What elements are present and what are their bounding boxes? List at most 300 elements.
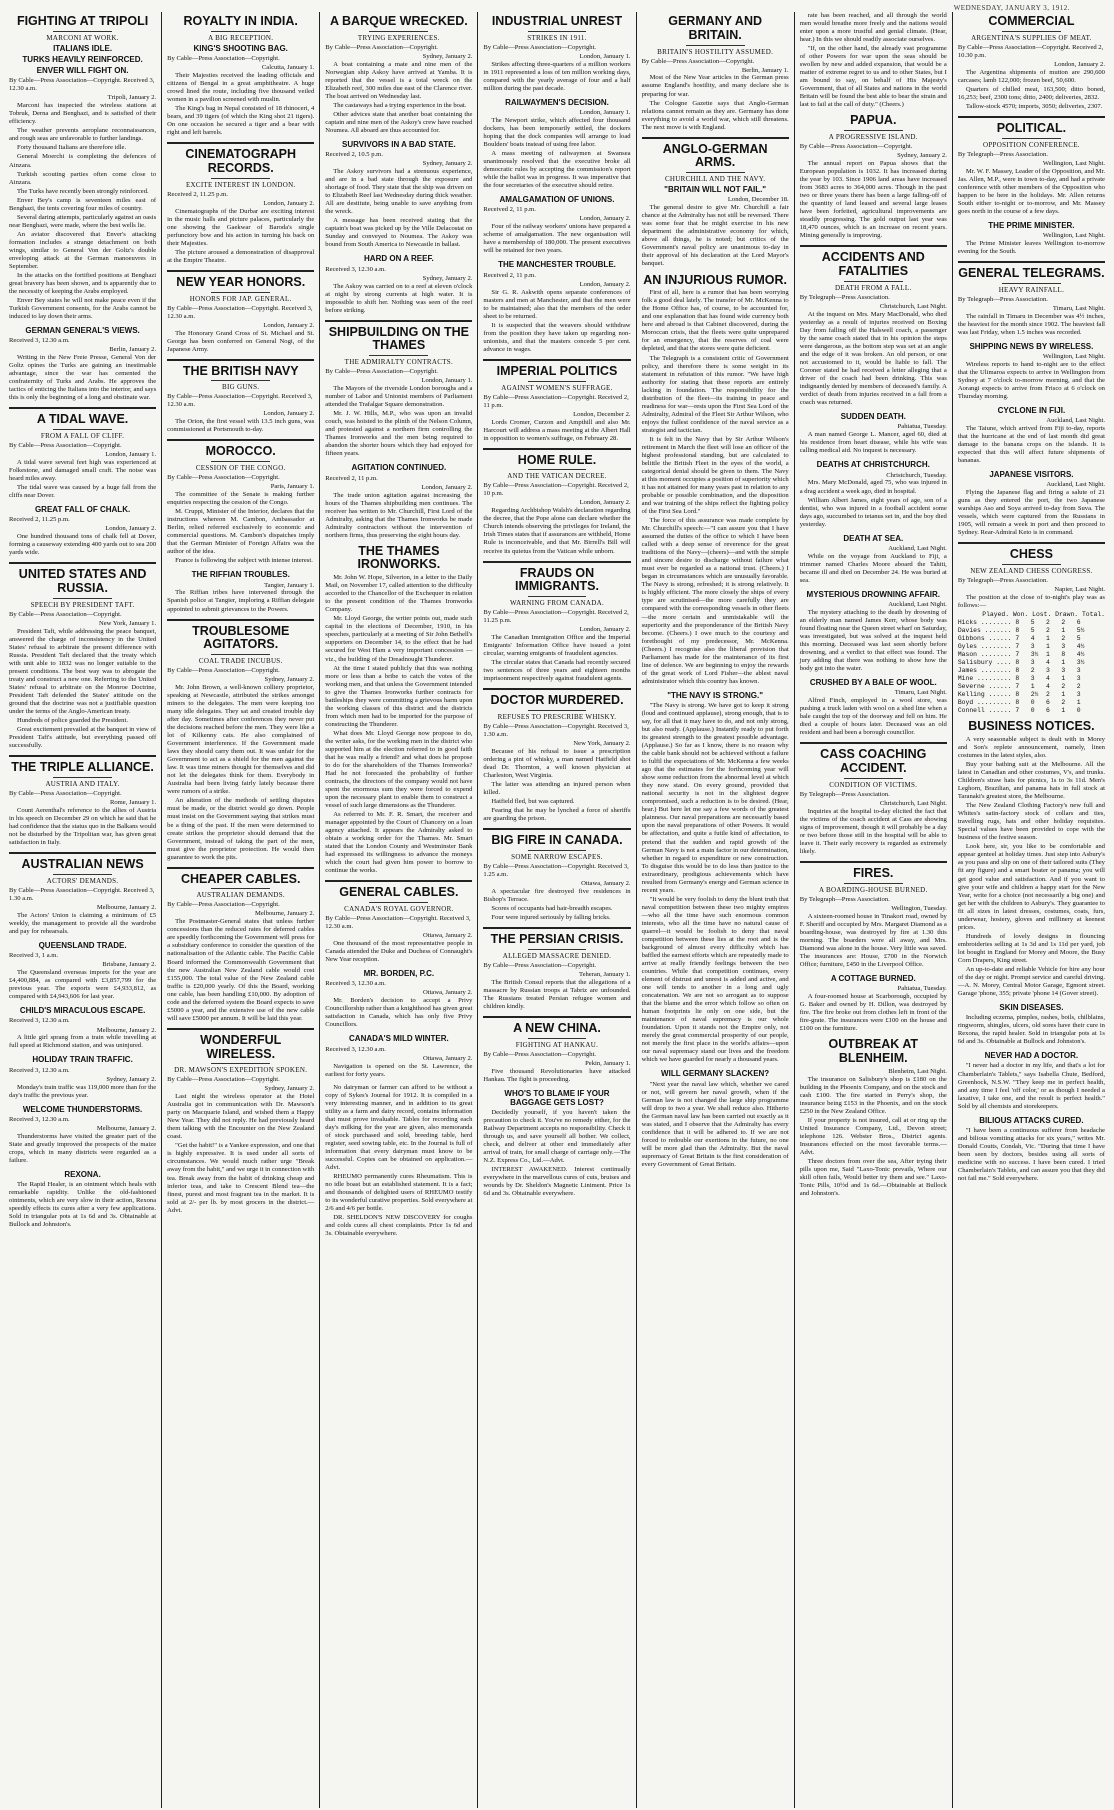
paragraph: "I never had a doctor in my life, and that's a lot for Chamberlain's Tablets," says Isabella Chute, Bedford, Greenhock, N.S.W. "They keep me in perfect health, and any time I feel 'off color,' or as though I needed a laxative, I take one, and the result is perfect health." Sold by all chemists and storekeepers. xyxy=(957,1062,1105,1110)
section-separator xyxy=(483,1016,630,1018)
article xyxy=(958,1003,1105,1046)
divider xyxy=(211,292,270,293)
table-row: Gyles ........ 7 3 1 3 4½ xyxy=(957,643,1085,651)
paragraph: A message has been received stating that the captain's boat was picked up by the Ville Delacostat on Sunday and conveyed to Noumea. The Askoy was bound from South America to Newcastle in ballast. xyxy=(325,217,473,249)
paragraph: No dairyman or farmer can afford to be without a copy of Sykes's Journal for 1912. It is compiled in a very interesting manner, and in addition to its great utility as a farm and dairy record, contains information that must prove invaluable. Tables for recording each day's milking for the year are given, also memoranda of stock purchased and sold, breeding table, herd register, seed sowing table, etc. In the Journal is full of information that every dairyman must know to be successful. Copies can be obtained on application.—Advt. xyxy=(325,1083,473,1171)
headline: ROYALTY IN INDIA. xyxy=(183,14,298,28)
divider xyxy=(369,355,428,356)
paragraph: Turkish scouting parties often come close to Ainzara. xyxy=(9,170,157,186)
paragraph: The general desire to give Mr. Churchill a fair chance at the Admiralty has not still be reversed. There was some fear that he might exercise in his new department the administrative economy for which, above all things, he is noted; but critics of the Government's naval policy are unanimous to-day in their approval of his declaration at the Lord Mayor's banquet. xyxy=(641,204,789,268)
article-body xyxy=(483,117,630,190)
subheadline: CONDITION OF VICTIMS. xyxy=(829,780,918,789)
article-body xyxy=(483,888,630,922)
paragraph: The Mayors of the riverside London boroughs and a number of Labor and Unionist members of Parliament attended the Trafalgar Square demonstration. xyxy=(325,385,473,409)
headline: GERMAN GENERAL'S VIEWS. xyxy=(25,326,140,336)
paragraph: The Canadian Immigration Office and the Imperial Emigrants' Information Office have issued a joint circular, warning emigrants of fraudulent agencies. xyxy=(483,634,631,658)
headline: SURVIVORS IN A BAD STATE. xyxy=(342,139,456,149)
byline: By Cable—Press Association—Copyright. xyxy=(9,442,122,450)
paragraph: It is felt in the Navy that by Sir Arthur Wilson's retirement in March the fleet will lose an officer of the highest professional standing, but are calculated to belittle the British Fleet in the eyes of the world, a categorical denial should be given to them. The Navy at this moment occupies a position of superiority which it has not attained for many years past in relation to any probable or possible combination, and the disposition and war training of the ships reflect the fighting policy of the First Sea Lord." xyxy=(641,435,789,516)
article-body xyxy=(325,61,472,135)
headline: CRUSHED BY A BALE OF WOOL. xyxy=(809,678,937,688)
article xyxy=(800,114,947,240)
paragraph: The Telegraph is a consistent critic of Government policy, and therefore there is some weight in its statement in refutation of this rumor. "We have high authority for stating that these reports are entirely lacking in foundation. The responsibility for the distribution of the fleet—its training in peace and readiness for war—rests upon the First Sea Lord of the Admiralty, Admiral of the Fleet Sir Arthur Wilson, who enjoys the fullest confidence of the naval service as a strategist and tactician. xyxy=(641,354,789,434)
article xyxy=(9,326,156,402)
paragraph: Lords Cromer, Curzon and Ampthill and also Mr. Harcourt will address a mass meeting at the Albert Hall in opposition to women's suffrage, on February 28. xyxy=(483,418,631,442)
article-body xyxy=(325,997,472,1029)
headline: A BARQUE WRECKED. xyxy=(329,14,468,28)
paragraph: Because of his refusal to issue a prescription ordering a pint of whisky, a man named Hatfield shot dead Dr. Thornton, a well known physician at Charleston, West Virginia. xyxy=(483,747,631,779)
dateline: London, January 2. xyxy=(579,626,631,634)
dateline: Ottawa, January 2. xyxy=(422,1054,473,1062)
byline: By Telegraph—Press Association. xyxy=(799,895,890,903)
article-body xyxy=(325,283,472,315)
subheadline: FROM A FALL OF CLIFF. xyxy=(40,432,125,441)
table-row: Connell ...... 7 0 6 1 0 xyxy=(957,707,1081,715)
article xyxy=(642,691,789,1065)
subheadline: "BRITAIN WILL NOT FAIL." xyxy=(664,185,767,195)
article-body xyxy=(800,12,947,109)
article-body xyxy=(483,748,630,823)
subheadline: A BOARDING-HOUSE BURNED. xyxy=(819,885,928,894)
article-body xyxy=(325,1063,472,1079)
headline: WONDERFUL WIRELESS. xyxy=(200,1032,282,1061)
byline: By Cable—Press Association—Copyright. Received 3, 1.30 a.m. xyxy=(9,886,155,902)
paragraph: Great excitement prevailed at the banquet in view of President Taft's attitude, but everything passed off successfully. xyxy=(9,726,157,750)
subheadline: ENVER WILL FIGHT ON. xyxy=(36,66,129,76)
byline: By Cable—Press Association—Copyright. xyxy=(9,610,122,618)
paragraph: At the inquest on Mrs. Mary MacDonald, who died yesterday as a result of injuries received on Boxing Day from falling off the Halswell coach, a passenger by the same coach stated that in his opinion the steps were dangerous, as the bottom step was set at an angle and the edge of it was broken. An old person, or one not accustomed to it, would be liable to fall. The Coroner stated he had received a letter alleging that a driver of the coach had been drinking. This was indignantly denied by members of deceased's family. A verdict of death from injuries received in a fall from a coach was returned. xyxy=(799,310,947,407)
dateline: Christchurch, Last Night. xyxy=(879,302,947,310)
subheadline: REFUSES TO PRESCRIBE WHISKY. xyxy=(497,712,617,721)
article xyxy=(483,454,630,556)
section-separator xyxy=(958,116,1105,118)
divider xyxy=(528,710,587,711)
article-body xyxy=(325,385,472,458)
article xyxy=(800,460,947,528)
headline: CYCLONE IN FIJI. xyxy=(997,405,1066,415)
column xyxy=(4,12,162,1808)
article-body xyxy=(800,697,947,737)
headline: SUDDEN DEATH. xyxy=(840,412,906,422)
paragraph: Navigation is opened on the St. Lawrence, the earliest for forty years. xyxy=(325,1062,473,1078)
paragraph: Most of the New Year articles in the German press assume England's hostility, and many declare she is preparing for war. xyxy=(641,74,789,98)
dateline: Melbourne, January 2. xyxy=(96,904,157,912)
paragraph: One hundred thousand tons of chalk fell at Dover, forming a causeway extending 400 yards out to sea 200 yards wide. xyxy=(9,533,157,557)
article xyxy=(800,867,947,969)
article-body xyxy=(800,431,947,455)
paragraph: Hatfield fled, but was captured. xyxy=(491,798,575,806)
paragraph: rate has been reached, and all through the world men would breathe more freely and the nations would enter upon a more trustful and genial climate. (Hear, hear.) In this we should readily associate ourselves. xyxy=(799,12,947,44)
table-row: Gibbons ...... 7 4 1 2 5 xyxy=(957,635,1081,643)
paragraph: Last night the wireless operator at the Hotel Australia got in communication with Dr. Mawson's party on Macquarie Island, and wished them a Happy New Year. They did not reply. He had previously heard them talking with the Encounter on the New Zealand coast. xyxy=(167,1093,315,1141)
headline: FRAUDS ON IMMIGRANTS. xyxy=(514,565,599,594)
byline: By Cable—Press Association—Copyright. Received 3, 12.30 a.m. xyxy=(167,393,313,409)
byline: By Cable—Press Association—Copyright. Received 2, 10 p.m. xyxy=(483,482,629,498)
article xyxy=(167,570,314,613)
headline: BUSINESS NOTICES. xyxy=(968,719,1095,734)
article xyxy=(958,15,1105,111)
byline: By Telegraph—Press Association. xyxy=(957,150,1048,158)
divider xyxy=(53,777,112,778)
paragraph: A sixteen-roomed house in Tinakori road, owned by F. Sheriff and occupied by Mrs. Margaret Diamond as a boarding-house, was destroyed by fire at 1.30 this morning. The boarders were all away, and Mrs. Diamond was alone in the house. Very little was saved. The insurances are: House, £700 in the Norwich Office; furniture, £450 in the Liverpool Office. xyxy=(799,912,947,968)
byline: By Cable—Press Association—Copyright. Received 3, 1.25 a.m. xyxy=(483,862,629,878)
section-separator xyxy=(800,742,947,744)
headline: GERMANY AND BRITAIN. xyxy=(668,14,763,42)
paragraph: Strikes affecting three-quarters of a million workers in 1911 represented a loss of ten million working days, compared with the yearly average of four and a half million during the past decade. xyxy=(483,60,631,92)
subheadline: FIGHTING AT HANKAU. xyxy=(515,1040,599,1049)
dateline: Brisbane, January 2. xyxy=(102,961,157,969)
byline: By Cable—Press Association—Copyright. xyxy=(167,667,280,675)
section-separator xyxy=(483,927,630,929)
headline: AGITATION CONTINUED. xyxy=(351,463,447,473)
byline: By Cable—Press Association—Copyright. Received 3, 12.30 a.m. xyxy=(167,304,313,320)
section-separator xyxy=(167,619,314,621)
headline: POLITICAL. xyxy=(996,120,1067,135)
article xyxy=(958,720,1105,998)
divider xyxy=(528,469,587,470)
article-body xyxy=(325,574,472,875)
section-separator xyxy=(325,880,472,882)
section-separator xyxy=(167,1028,314,1030)
article-body xyxy=(483,289,630,354)
article-body xyxy=(958,168,1105,216)
subheadline: AUSTRIA AND ITALY. xyxy=(45,780,120,789)
paragraph: The rainfall in Timaru in December was 4½ inches, the heaviest for the month since 1902. The heaviest fall was last Friday, when 1.5 inches was recorded. xyxy=(957,312,1105,336)
paragraph: The Actors' Union is claiming a minimum of £5 weekly, the management to provide all the wardrobe and pay for rehearsals. xyxy=(9,911,157,935)
dateline: Berlin, January 1. xyxy=(741,66,789,74)
paragraph: Fearing that he may be lynched a force of sheriffs are guarding the prison. xyxy=(483,807,631,823)
article-body xyxy=(167,418,314,434)
article-body xyxy=(9,459,156,500)
article xyxy=(9,1006,156,1050)
dateline: Pekin, January 1. xyxy=(585,1059,631,1067)
section-separator xyxy=(642,137,789,139)
byline: By Cable—Press Association—Copyright. Received 2, 11.25 p.m. xyxy=(483,609,629,625)
paragraph: The Argentina shipments of mutton are 290,600 carcases; lamb 122,000; frozen beef, 50,600. xyxy=(957,68,1105,84)
paragraph: Mr. Borden's decision to accept a Privy Councillorship rather than a knighthood has given great satisfaction in Canada, which has only five Privy Councillors. xyxy=(325,997,473,1029)
section-separator xyxy=(483,688,630,690)
article-body xyxy=(167,918,314,1022)
headline: BIG FIRE IN CANADA. xyxy=(491,833,623,848)
article xyxy=(483,15,630,93)
byline: Received 2, 10.5 p.m. xyxy=(325,151,383,159)
column xyxy=(953,12,1110,1808)
dateline: London, January 2. xyxy=(579,215,631,223)
byline: Received 3, 12.30 a.m. xyxy=(325,265,386,273)
dateline: Tripoli, January 2. xyxy=(107,94,157,102)
article xyxy=(325,326,472,459)
byline: Received 2, 11 p.m. xyxy=(325,474,378,482)
headline: JAPANESE VISITORS. xyxy=(989,470,1074,480)
paragraph: An aviator discovered that Enver's attacking formation includes a strange detachment on both wings, similar to General Von der Goltz's double enveloping attack at the German manoeuvres in September. xyxy=(9,230,157,270)
byline: By Cable—Press Association—Copyright. Received 2, 10.30 p.m. xyxy=(957,43,1104,59)
dateline: Auckland, Last Night. xyxy=(1046,481,1105,489)
dateline: Tangier, January 1. xyxy=(264,581,315,589)
paragraph: The castaways had a trying experience in the boat. xyxy=(333,101,467,109)
section-separator xyxy=(167,439,314,441)
dateline: Rome, January 1. xyxy=(109,799,157,807)
paragraph: In the attacks on the fortified positions at Benghazi great bravery has been shown, and is apparently due to the necessity of keeping the Arabs employed. xyxy=(9,271,157,295)
dateline: London, January 1. xyxy=(579,109,631,116)
dateline: Auckland, Last Night. xyxy=(888,544,947,552)
subheadline: EXCITE INTEREST IN LONDON. xyxy=(185,180,296,189)
byline: Received 2, 11.25 p.m. xyxy=(9,516,70,524)
dateline: Pahiatua, Tuesday. xyxy=(897,423,947,431)
article xyxy=(325,15,472,135)
article-body xyxy=(958,361,1105,401)
paragraph: If your property is not insured, call at or ring up the United Insurance Company, Ltd., Devon street; telephone 126. Webster Bros., District agents. Insurances effected on the most favorable terms.—Advt. xyxy=(799,1116,947,1156)
headline: A COTTAGE BURNED. xyxy=(830,974,916,983)
headline: FIRES. xyxy=(853,866,894,881)
article xyxy=(9,568,156,750)
paragraph: Quarters of chilled meat, 163,500; ditto boned, 16,253; beef, 2300 tons; ditto, 2400; deliveries, 2832. xyxy=(957,85,1105,101)
article-body xyxy=(167,72,314,137)
subheadline: DR. MAWSON'S EXPEDITION SPOKEN. xyxy=(174,1066,308,1075)
paragraph: Scores of occupants had hair-breadth escapes. xyxy=(491,904,613,912)
article-body xyxy=(483,979,630,1011)
subheadline: WARNING FROM CANADA. xyxy=(509,599,605,608)
headline: SHIPPING NEWS BY WIRELESS. xyxy=(969,341,1094,351)
paragraph: Forty thousand Italians are therefore idle. xyxy=(17,144,127,152)
article-body xyxy=(167,208,314,265)
divider xyxy=(211,888,270,889)
byline: Received 3, 12.30 a.m. xyxy=(325,980,386,988)
dateline: Auckland, Last Night. xyxy=(1046,417,1105,425)
section-separator xyxy=(325,320,472,322)
paragraph: A mass meeting of railwaymen at Swansea unanimously resolved that the executive broke all democratic rules by accepting the commission's report while the ballot was in progress. It was imperative that the four secretaries of the executive should retire. xyxy=(483,150,631,190)
divider xyxy=(844,883,903,884)
dateline: London, January 2. xyxy=(263,321,315,329)
headline: A NEW CHINA. xyxy=(513,1020,601,1035)
section-separator xyxy=(483,448,630,450)
headline: MYSTERIOUS DROWNING AFFAIR. xyxy=(806,589,941,599)
dateline: London, January 1. xyxy=(421,377,473,385)
dateline: Auckland, Last Night. xyxy=(888,601,947,609)
subheadline: AGAINST WOMEN'S SUFFRAGE. xyxy=(501,383,613,392)
divider xyxy=(686,45,745,46)
article xyxy=(958,342,1105,401)
subheadline: KING'S SHOOTING BAG. xyxy=(193,43,288,53)
paragraph: Other advices state that another boat containing the captain and nine men of the Askoy's crew have reached Noumea. All aboard are thus accounted for. xyxy=(325,110,473,134)
paragraph: William Albert James, eight years of age, son of a dentist, who was injured in a football accident some days ago, succumbed to tetanus set in, and the boy died yesterday. xyxy=(799,496,947,528)
article xyxy=(9,413,156,500)
headline: CHILD'S MIRACULOUS ESCAPE. xyxy=(19,1006,146,1016)
paragraph: "Next year the naval law which, whether we cared or not, will govern her naval growth, when if the German law is not changed the large ship programme will drop to two a year. We shall reduce also. Hitherto the German naval law has been carried out exactly as it was stated, and I observe that the Admiralty has every confidence that it will be adhered to. If we are not forced to redouble our exertions in the future, no one will be more glad than the Admiralty. But the naval supremacy of Great Britain is the first consideration of every Government of Great Britain. xyxy=(641,1080,789,1168)
subheadline: ITALIANS IDLE. xyxy=(53,43,113,53)
article xyxy=(642,15,789,132)
article xyxy=(167,15,314,137)
subheadline: STRIKES IN 1911. xyxy=(527,33,587,42)
article xyxy=(958,221,1105,256)
byline: By Cable—Press Association—Copyright. xyxy=(167,1076,280,1084)
headline: THE PERSIAN CRISIS. xyxy=(490,932,624,947)
byline: By Cable—Press Association—Copyright. xyxy=(167,901,280,909)
byline: Received 2, 11 p.m. xyxy=(483,271,536,279)
paragraph: "Get the habit!" is a Yankee expression, and one that is highly expressive. It is used under all sorts of circumstances. We would much rather urge "Break away from the habit," and we urge it in connection with tea. Break away from the habit of drinking cheap and inferior teas, and take to Crescent Blend tea—the finest, purest and most fragrant tea in the market. It is sold at 2/- per lb. by most grocers in the district.—Advt. xyxy=(167,1142,315,1214)
column xyxy=(478,12,636,1808)
table-row: Boyd ......... 8 0 6 2 1 xyxy=(957,699,1081,707)
headline: CANADA'S MILD WINTER. xyxy=(349,1034,449,1044)
headline: THE PRIME MINISTER. xyxy=(988,220,1075,230)
article xyxy=(483,1022,630,1084)
paragraph: The tidal wave was caused by a huge fall from the cliffs near Dover. xyxy=(9,484,157,500)
headline: ANGLO-GERMAN ARMS. xyxy=(662,141,768,170)
headline: CHESS xyxy=(1009,547,1053,562)
dateline: Melbourne, January 2. xyxy=(96,1026,157,1034)
subheadline: ACTORS' DEMANDS. xyxy=(46,876,119,885)
headline: HARD ON A REEF. xyxy=(364,254,434,264)
headline: THE THAMES IRONWORKS. xyxy=(357,543,441,572)
article-body xyxy=(958,313,1105,337)
byline: Received 3, 12.30 a.m. xyxy=(325,1045,386,1053)
article-body xyxy=(9,354,156,402)
paragraph: Enver Bey's camp is seventeen miles east of Benghazi, the tents covering four miles of country. xyxy=(9,196,157,212)
paragraph: The Postmaster-General states that unless further concessions than the reduced rates for deferred cables are speedily forthcoming the Government will press for a subsidiary conference to consider the question of the nationalisation of the Atlantic cable. The Pacific Cable Board informed the Commonwealth Government that the new Australian New Zealand cable would cost £155,000. The total value of the New Zealand cable traffic is £20,000 yearly. Of this the Board, working one cable, has been handling £10,000. By adoption of code and the deferred system the Board expects to save £5000 a year, and the extensive use of the new cable will save £5000 per annum. It will be laid this year. xyxy=(167,918,315,1022)
dateline: London, January 2. xyxy=(421,483,473,491)
dateline: Sydney, January 2. xyxy=(422,52,473,60)
article-body xyxy=(9,807,156,847)
section-separator xyxy=(9,562,156,564)
dateline: Wellington, Tuesday. xyxy=(891,904,947,912)
article-body xyxy=(483,507,630,555)
byline: By Cable—Press Association—Copyright. Received 3, 12.30 a.m. xyxy=(9,77,155,93)
paragraph: Monday's train traffic was 119,000 more than for the day's traffic the previous year. xyxy=(9,1083,157,1099)
paragraph: The Taiune, which arrived from Fiji to-day, reports that the hurricane at the end of last month did great damage to the banana crops on the islands. It is expected that this will affect future shipments of bananas. xyxy=(957,425,1105,465)
headline: WELCOME THUNDERSTORMS. xyxy=(22,1104,143,1114)
divider xyxy=(528,949,587,950)
paragraph: Marconi has inspected the wireless stations at Tobruk, Derna and Benghazi, and is satisfied of their efficiency. xyxy=(9,102,157,126)
headline: THE RIFFIAN TROUBLES. xyxy=(191,570,290,580)
dateline: Sydney, January 2. xyxy=(264,1085,315,1093)
article-body xyxy=(800,160,947,240)
article-body xyxy=(9,969,156,1001)
dateline: London, January 2. xyxy=(579,280,631,288)
dateline: New York, January 2. xyxy=(573,740,631,747)
paragraph: "If, on the other hand, the already vast programme of other Powers for war upon the seas should be swollen by new and added expansion, that would be a matter of extreme regret to us and to other States, but I am bound to say, on behalf of His Majesty's Government, that of all States and nations in the world Britain will be found the best able to bear the strain and last to fail at the call of duty." (Cheers.) xyxy=(799,45,947,109)
subheadline: SOME NARROW ESCAPES. xyxy=(511,852,603,861)
article xyxy=(483,195,630,255)
paragraph: The Cologne Gazette says that Anglo-German relations cannot remain as they are. Germany has done everything to avoid a world war, which still threatens. The next move is with England. xyxy=(641,99,789,131)
article-body xyxy=(483,223,630,255)
paragraph: The annual report on Papua shows that the European population is 1032. It has increased during the year by 103. Since 1906 land areas have increased from 3683 acres to 364,000 acres. Though in the past two or three years there has been a large falling-off of the quantity of land leased and several large leases have been forfeited, agricultural improvements are steadily progressing. The gold output last year was 18,470 ounces, which is an increase on recent years. Mining generally is improving. xyxy=(799,160,947,240)
paragraph: The mystery attaching to the death by drowning of an elderly man named James Kerr, whose body was found floating near the Queen street wharf on Saturday, was investigated, but was solved at the inquest held this morning. Deceased was last seen shortly before drowning, and a verdict to that effect was found. The jury adding that there was nothing to show how the body got into the water. xyxy=(799,608,947,673)
headline: SKIN DISEASES. xyxy=(999,1002,1064,1012)
headline: DOCTOR MURDERED. xyxy=(490,693,624,708)
table-row: Kelling ...... 8 2½ 2 1 3 xyxy=(957,691,1081,699)
dateline: Pahiatua, Tuesday. xyxy=(897,985,947,993)
section-separator xyxy=(800,861,947,863)
headline: MOROCCO. xyxy=(205,444,276,459)
divider xyxy=(844,778,903,779)
article-body xyxy=(9,533,156,557)
subheadline: DEATH FROM A FALL. xyxy=(835,283,912,292)
headline: WHO'S TO BLAME IF YOUR BAGGAGE GETS LOST? xyxy=(504,1088,610,1107)
headline: GENERAL TELEGRAMS. xyxy=(958,265,1105,280)
subheadline: SPEECH BY PRESIDENT TAFT. xyxy=(30,600,135,609)
dateline: London, December 18. xyxy=(727,196,789,204)
dateline: New York, January 1. xyxy=(98,620,157,627)
paragraph: The Queensland overseas imports for the year are £4,400,884, as compared with £3,857,799 for the previous year. The exports were £4,933,812, as compared with £4,943,606 for last year. xyxy=(9,969,157,1001)
article xyxy=(958,1051,1105,1110)
score-table xyxy=(958,611,1105,715)
paragraph: The Rapid Healer, is an ointment which heals with remarkable rapidity. Unlike the old-fashioned ointments, which are very slow in their action, Rexona speedily effects its cures after a very few applications. Sold in triangular pots at 1s 6d and 3s. Obtainable at Bullock and Johnston's. xyxy=(9,1181,157,1229)
byline: Received 3, 12.30 a.m. xyxy=(9,1017,70,1025)
article xyxy=(325,545,472,876)
paragraph: "It would be very foolish to deny the blunt truth that naval competition between these two mighty empires—who all the time have such enormous common interests, who all the time have no natural cause of quarrel—it would be foolish to deny that naval competition between these lies at the root and is the background of almost every difficulty which has baffled the earnest efforts which are repeatedly made to arrive at really friendly feelings between the two countries. While that competition continues, every element of distrust and unrest is added and active, and one will tends to another in a long and ugly concatenation. We are not so arrogant as to suppose that the blame and the error which follow so often on human footprints lie only on one side, but the maintenance of naval supremacy is our whole foundation. Upon it stands not the Empire only, not merely the great commercial prosperity of our people, not merely the first place in the world's affairs—upon our naval supremacy stand our lives and the freedom which we have guarded for nearly a thousand years. xyxy=(641,895,789,1064)
article xyxy=(483,365,630,443)
divider xyxy=(53,874,112,875)
divider xyxy=(528,381,587,382)
article-body xyxy=(9,102,156,321)
article-body xyxy=(483,61,630,93)
headline: FIGHTING AT TRIPOLI xyxy=(16,14,149,28)
paragraph: Inquiries at the hospital to-day elicited the fact that the victims of the coach accident at Cass are showing signs of improvement, though it will probably be a day or two before those still in the hospital will be able to leave it. Their early recovery is regarded as extremely likely. xyxy=(799,807,947,856)
headline: OUTBREAK AT BLENHEIM. xyxy=(828,1037,919,1065)
dateline: Wellington, Last Night. xyxy=(1042,159,1105,167)
headline: AMALGAMATION OF UNIONS. xyxy=(499,195,615,205)
section-separator xyxy=(167,867,314,869)
column xyxy=(795,12,953,1808)
dateline: Sydney, January 2. xyxy=(422,274,473,282)
article-body xyxy=(9,1084,156,1100)
paragraph: Decidedly yourself, if you haven't taken the precaution to check it. You've no remedy either, for the Railway Department accepts no responsibility. Check it through us, and save yourself all bother. We collect, check, and deliver at other end immediately after arrival of train, for small charge of carriage only.—The N.Z. Express Co., Ltd.—Advt. xyxy=(483,1108,631,1165)
article-body xyxy=(167,491,314,565)
divider xyxy=(528,1038,587,1039)
headline: AUSTRALIAN NEWS xyxy=(21,857,144,872)
article-body xyxy=(325,1084,472,1239)
byline: By Cable—Press Association—Copyright. xyxy=(483,1050,597,1058)
section-separator xyxy=(958,542,1105,544)
paragraph: "I have been a continuous sufferer from headache and bilious vomiting attacks for six years," writes Mr. Donald Coutts, Condah, Vic. "During that time I have been seen by doctors, besides using all sorts of medicine with no success. I have been cured. I tried Chamberlain's Tablets, and can assure you that they did not fail me." Sold everywhere. xyxy=(957,1126,1105,1183)
article xyxy=(9,941,156,1001)
article xyxy=(325,1034,472,1078)
headline: INDUSTRIAL UNREST xyxy=(491,14,623,28)
paragraph: What does Mr. Lloyd George now propose to do, the writer asks, for the working men in the district who supported him at the election referred to in good faith that he was really a friend? and what does he propose to do for the shareholders of the Thames Ironworks? Had he not forecasted the probability of further contracts, the directors of the company would not have spent the enormous sum they were forced to expend upon the necessary plant to enable them to construct a vessel of such large dimensions as the Thunderer. xyxy=(325,729,473,810)
byline: By Telegraph—Press Association. xyxy=(957,577,1048,585)
article-body xyxy=(167,684,314,862)
divider xyxy=(1002,564,1061,565)
article xyxy=(800,974,947,1033)
byline: By Cable—Press Association—Copyright. xyxy=(325,368,438,376)
article-body xyxy=(642,74,789,131)
byline: Received 3, 1 a.m. xyxy=(9,952,59,960)
article-body xyxy=(325,168,472,249)
paragraph: Enver Bey states he will not make peace even if the Turkish Government consents, for the Arabs cannot be induced to lay down their arms. xyxy=(9,297,157,321)
article xyxy=(642,274,789,686)
dateline: Ottawa, January 2. xyxy=(422,932,473,940)
divider xyxy=(528,31,587,32)
paragraph: A tidal wave several feet high was experienced at Folkestone, and damaged small craft. The noise was heard miles away. xyxy=(9,459,157,483)
headline: REXONA. xyxy=(64,1169,101,1179)
headline: CASS COACHING ACCIDENT. xyxy=(820,747,927,776)
table-row: Hicks ........ 8 5 2 2 6 xyxy=(957,619,1081,627)
article xyxy=(167,625,314,862)
paragraph: The Orion, the first vessel with 13.5 inch guns, was commissioned at Portsmouth to-day. xyxy=(167,418,315,434)
paragraph: A little girl sprang from a train while travelling at full speed at Richmond station, and was uninjured. xyxy=(9,1034,157,1050)
paragraph: The New Zealand Clothing Factory's new full and Whites's satin-factory stock of collars and ties, travelling rugs, hats and other holiday requisites. Special values have been provided to cope with the business of the festive season. xyxy=(957,802,1105,842)
paragraph: The trade union agitation against increasing the hours of the Thames shipbuilding men continues. The receiver has written to Mr. Churchill, First Lord of the Admiralty, asking that the Thames Ironworks be made Admiralty contractors without the intervention of northern firms, thus preserving the eight hours day. xyxy=(325,491,473,539)
section-separator xyxy=(9,407,156,409)
headline: QUEENSLAND TRADE. xyxy=(38,941,127,951)
paragraph: The insurance on Salisbury's shop is £180 on the building in the Phoenix Company, and on the stock and cash £100. The fire started in Perry's shop, the insurance being £153 in the Phoenix, and on the stock £250 in the New Zealand Office. xyxy=(799,1075,947,1115)
headline: COMMERCIAL xyxy=(988,14,1075,28)
divider xyxy=(1002,31,1061,32)
paragraph: Flying the Japanese flag and firing a salute of 21 guns as they entered the port, the two Japanese warships Aso and Soya arrived to-day from Suva. The vessels, which were captured from the Russians in 1905, will remain a week in port and then proceed to Sydney. Rear-Admiral Keto is in command. xyxy=(957,489,1105,537)
table-row: James ........ 8 2 3 3 3 xyxy=(957,667,1081,675)
article xyxy=(9,15,156,321)
page-date: WEDNESDAY, JANUARY 3, 1912. xyxy=(953,4,1070,12)
dateline: London, December 2. xyxy=(573,410,631,418)
